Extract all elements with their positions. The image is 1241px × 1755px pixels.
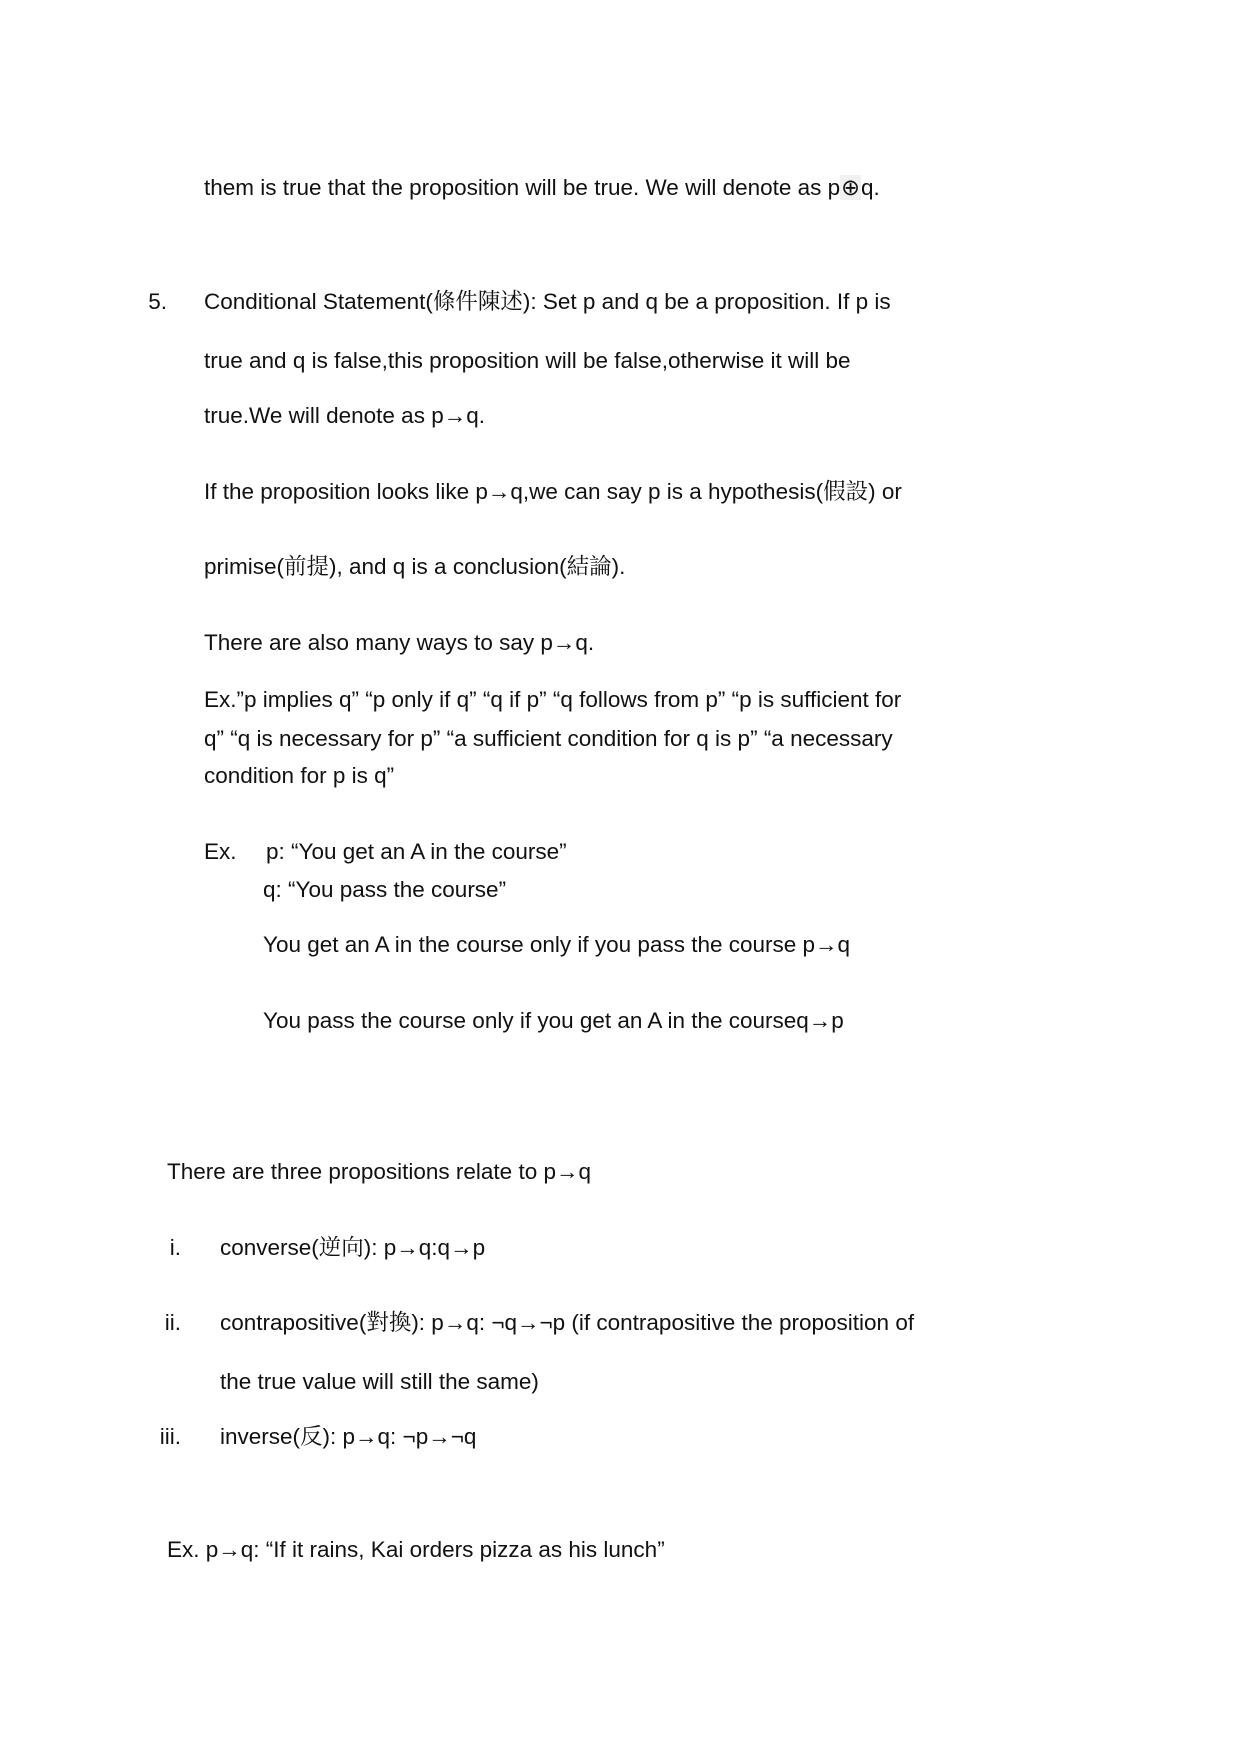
xor-text: them is true that the proposition will be true. We will denote as p	[204, 175, 841, 200]
rain-example: Ex. p→q: “If it rains, Kai orders pizza as his lunch”	[167, 1537, 665, 1562]
example-p-implies-q: You get an A in the course only if you pass the course p→q	[263, 932, 851, 957]
list-number: i.	[169, 1235, 181, 1260]
ways-example: q” “q is necessary for p” “a sufficient condition for q is p” “a necessary	[204, 726, 893, 751]
xor-symbol: ⊕	[841, 175, 861, 200]
conditional-text: true.We will denote as p→q.	[204, 403, 485, 428]
example-q: q: “You pass the course”	[263, 877, 507, 902]
ways-example: condition for p is q”	[204, 763, 395, 788]
xor-paragraph-end	[204, 174, 880, 202]
contrapositive-item-cont: the true value will still the same)	[220, 1369, 539, 1394]
inverse-item: inverse(反): p→q: ¬p→¬q	[220, 1424, 477, 1449]
hypothesis-text: primise(前提), and q is a conclusion(結論).	[204, 554, 626, 579]
contrapositive-item: contrapositive(對換): p→q: ¬q→¬p (if contrapositive the proposition of	[220, 1310, 915, 1335]
converse-item: converse(逆向): p→q:q→p	[220, 1235, 486, 1260]
example-p: p: “You get an A in the course”	[266, 839, 567, 864]
ways-example: Ex.”p implies q” “p only if q” “q if p” “q follows from p” “p is sufficient for	[204, 687, 902, 712]
related-intro: There are three propositions relate to p→q	[167, 1159, 591, 1184]
example-label: Ex.	[204, 839, 237, 864]
conditional-heading: Conditional Statement(條件陳述): Set p and q be a proposition. If p is	[204, 289, 891, 314]
example-q-implies-p: You pass the course only if you get an A in the courseq→p	[263, 1008, 844, 1033]
list-number: ii.	[164, 1310, 181, 1335]
xor-tail: q.	[861, 175, 880, 200]
ways-text: There are also many ways to say p→q.	[204, 630, 595, 655]
list-number: iii.	[159, 1424, 181, 1449]
conditional-text: true and q is false,this proposition will be false,otherwise it will be	[204, 348, 851, 373]
hypothesis-text: If the proposition looks like p→q,we can say p is a hypothesis(假設) or	[204, 479, 902, 504]
list-number-5: 5.	[148, 289, 167, 314]
